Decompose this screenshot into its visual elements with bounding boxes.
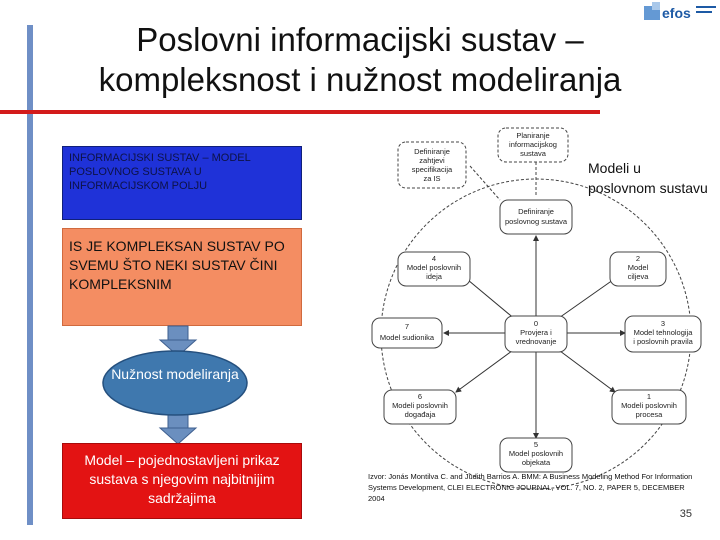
node-0-l1: Provjera i xyxy=(520,328,552,337)
node-3-l1: Model tehnologija xyxy=(633,328,693,337)
node-define-l1: Definiranje xyxy=(518,207,554,216)
node-2-l1: Model xyxy=(627,263,649,272)
is-model-box: INFORMACIJSKI SUSTAV – MODEL POSLOVNOG SUSTAVA U INFORMACIJSKOM POLJU xyxy=(62,146,302,220)
node-6-num: 6 xyxy=(417,392,423,401)
node-planning-l2: informacijskog xyxy=(509,140,557,149)
node-7 xyxy=(372,318,442,348)
node-4-l1: Model poslovnih xyxy=(406,263,462,272)
node-5-l2: objekata xyxy=(521,458,551,467)
source-citation: Izvor: Jonás Montilva C. and Judith Barrios A. BMM: A Business Modeling Method For Information Systems Development, CLEI ELECTRONIC JOURNAL, VOL. 7, NO. 2, PAPER 5, DECEMBER 2004 xyxy=(368,472,693,503)
node-5-l1: Model poslovnih xyxy=(508,449,564,458)
node-planning-l1: Planiranje xyxy=(516,131,550,140)
node-6-l1: Modeli poslovnih xyxy=(392,401,448,410)
node-0-l2: vrednovanje xyxy=(515,337,557,346)
node-2-l2: ciljeva xyxy=(627,272,649,281)
node-1-num: 1 xyxy=(646,392,652,401)
node-0 xyxy=(505,316,567,352)
node-spec-l4: za IS xyxy=(423,174,441,183)
node-4 xyxy=(398,252,470,286)
logo-text: efos xyxy=(662,5,691,21)
node-planning xyxy=(498,128,568,162)
node-spec-l2: zahtjevi xyxy=(419,156,445,165)
complexity-box: IS JE KOMPLEKSAN SUSTAV PO SVEMU ŠTO NEKI SUSTAV ČINI KOMPLEKSNIM xyxy=(62,228,302,326)
node-spec-l3: specifikacija xyxy=(411,165,453,174)
node-7-num: 7 xyxy=(404,322,410,331)
node-define-l2: poslovnog sustava xyxy=(504,217,568,226)
node-6-l2: događaja xyxy=(404,410,436,419)
node-2-num: 2 xyxy=(635,254,641,263)
node-3-l2: i poslovnih pravila xyxy=(633,337,693,346)
node-spec xyxy=(398,142,466,188)
necessity-label: Nužnost modeliranja xyxy=(111,366,239,382)
diagram-caption: Modeli u poslovnom sustavu xyxy=(588,160,708,196)
title-line-2: kompleksnost i nužnost modeliranja xyxy=(98,61,622,98)
node-1-l2: procesa xyxy=(635,410,663,419)
model-definition-box: Model – pojednostavljeni prikaz sustava s njegovim najbitnijim sadržajima xyxy=(62,443,302,519)
node-5-num: 5 xyxy=(533,440,539,449)
node-6 xyxy=(384,390,456,424)
node-3 xyxy=(625,316,701,352)
node-3-num: 3 xyxy=(660,319,666,328)
node-spec-l1: Definiranje xyxy=(414,147,450,156)
node-0-num: 0 xyxy=(533,319,539,328)
node-7-l1: Model sudionika xyxy=(379,333,435,342)
page-number: 35 xyxy=(679,508,692,520)
node-4-l2: ideja xyxy=(426,272,442,281)
node-1-l1: Modeli poslovnih xyxy=(621,401,677,410)
node-2 xyxy=(610,252,666,286)
node-define xyxy=(500,200,572,234)
link-spec xyxy=(470,166,500,200)
node-planning-l3: sustava xyxy=(520,149,546,158)
node-1 xyxy=(612,390,686,424)
title-line-1: Poslovni informacijski sustav – xyxy=(136,21,584,58)
node-5 xyxy=(500,438,572,472)
node-4-num: 4 xyxy=(431,254,437,263)
